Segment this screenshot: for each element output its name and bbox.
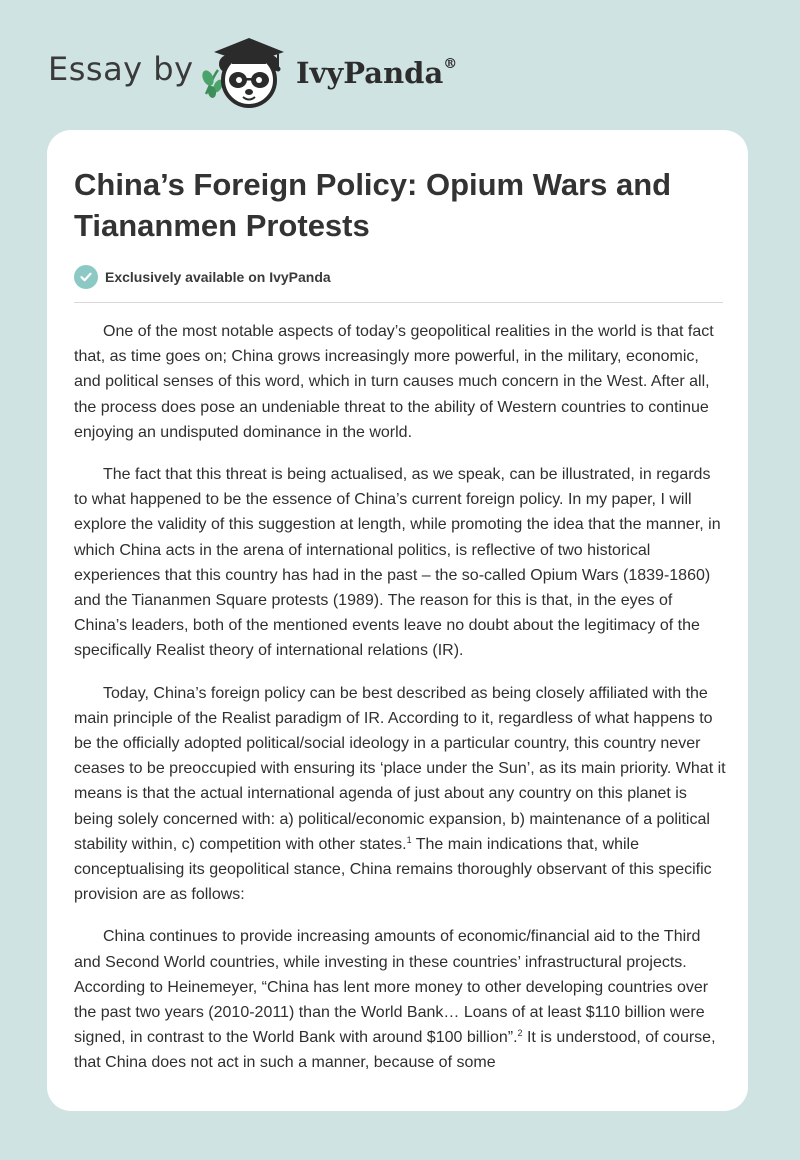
essay-body [74, 319, 726, 1093]
paragraph-text: China continues to provide increasing amounts of economic/financial aid to the Third and Second World countries, while investing in these countries’ infrastructural projects. According to Heinemeyer, “China has lent more money to other developing countries over the past two years (2010-2011) than the World Bank… Loans of at least $110 billion were signed, in contrast to the World Bank with around $100 billion”. [74, 928, 709, 1047]
badge-text: Exclusively available on IvyPanda [105, 269, 331, 285]
paragraph-text: Today, China’s foreign policy can be best described as being closely affiliated with the main principle of the Realist paradigm of IR. According to it, regardless of what happens to be the officially adopted political/social ideology in a particular country, this country never ceases to be preoccupied with ensuring its ‘place under the Sun’, as its main priority. What it means is that the actual international agenda of just about any country on this planet is being solely concerned with: a) political/economic expansion, b) maintenance of a political stability within, c) competition with other states. [74, 684, 726, 853]
divider [74, 302, 723, 303]
footnote-marker[interactable]: 2 [517, 1028, 523, 1039]
page-title: China’s Foreign Policy: Opium Wars and Tiananmen Protests [74, 167, 672, 243]
paragraph: The fact that this threat is being actualised, as we speak, can be illustrated, in regards to what happened to be the essence of China’s current foreign policy. In my paper, I will explore the validity of this suggestion at length, while promoting the idea that the manner, in which China acts in the arena of international politics, is reflective of two historical experiences that this country has had in the past – the so-called Opium Wars (1839-1860) and the Tiananmen Square protests (1989). The reason for this is that, in the eyes of China’s leaders, both of the mentioned events leave no doubt about the legitimacy of the specifically Realist theory of international relations (IR). [74, 466, 721, 660]
paragraph-text: It is understood, of course, that China does not act in such a manner, because of some [74, 1029, 716, 1072]
paragraph [74, 924, 726, 1075]
site-header [0, 0, 800, 120]
exclusive-badge [74, 264, 331, 290]
paragraph [74, 681, 726, 908]
registered-mark: ® [443, 56, 458, 73]
paragraph: One of the most notable aspects of today’s geopolitical realities in the world is that fact that, as time goes on; China grows increasingly more powerful, in the military, economic, and political senses of this word, which in turn causes much concern in the West. After all, the process does pose an undeniable threat to the ability of Western countries to continue enjoying an undisputed dominance in the world. [74, 323, 714, 441]
panda-graduate-logo-icon[interactable] [198, 34, 296, 110]
brand-prefix: Essay by [48, 50, 194, 88]
brand-name[interactable]: IvyPanda® [296, 56, 458, 90]
paragraph-text: The main indications that, while conceptualising its geopolitical stance, China remains thoroughly observant of this specific provision are as follows: [74, 835, 712, 904]
footnote-marker[interactable]: 1 [406, 834, 412, 845]
check-circle-icon [74, 265, 98, 289]
essay-card [47, 130, 748, 1111]
